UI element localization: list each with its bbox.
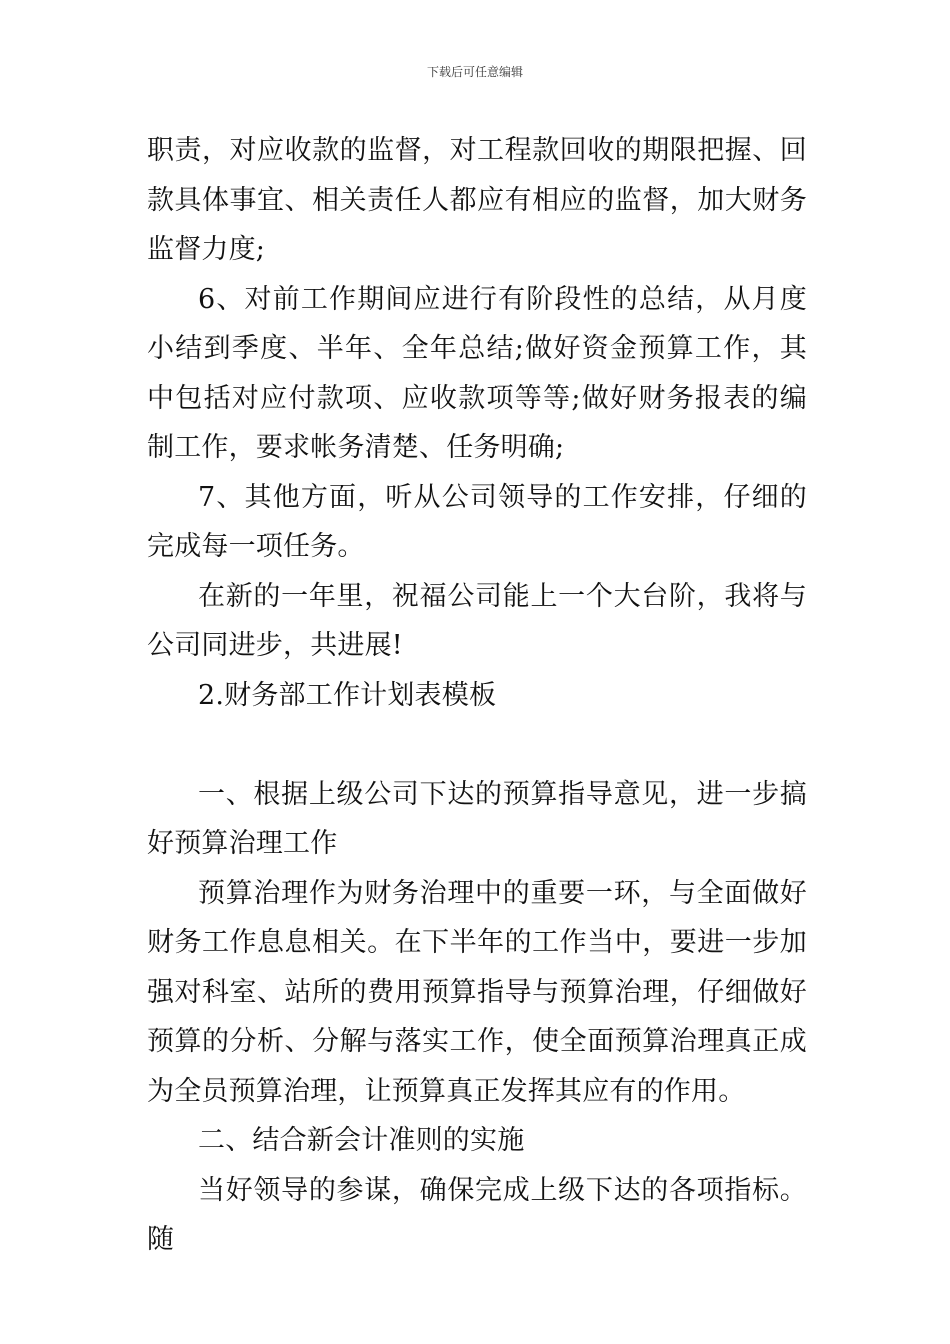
document-body — [147, 126, 807, 1265]
paragraph-item-7: 7、其他方面，听从公司领导的工作安排，仔细的完成每一项任务。 — [147, 481, 807, 562]
section-title: 2.财务部工作计划表模板 — [198, 679, 497, 711]
page-header-note: 下载后可任意编辑 — [426, 65, 523, 79]
heading-one: 一、根据上级公司下达的预算指导意见，进一步搞好预算治理工作 — [147, 778, 807, 859]
blank-line — [147, 720, 807, 770]
paragraph-item-6: 6、对前工作期间应进行有阶段性的总结，从月度小结到季度、半年、全年总结;做好资金预算工作，其中包括对应付款项、应收款项等等;做好财务报表的编制工作，要求帐务清楚、任务明确; — [147, 283, 807, 463]
paragraph-budget: 预算治理作为财务治理中的重要一环，与全面做好财务工作息息相关。在下半年的工作当中，要进一步加强对科室、站所的费用预算指导与预算治理，仔细做好预算的分析、分解与落实工作，使全面预算治理真正成为全员预算治理，让预算真正发挥其应有的作用。 — [147, 877, 807, 1107]
heading-two: 二、结合新会计准则的实施 — [198, 1125, 525, 1156]
paragraph-new-year-wish: 在新的一年里，祝福公司能上一个大台阶，我将与公司同进步，共进展! — [147, 580, 807, 661]
paragraph-staff-advisor: 当好领导的参谋，确保完成上级下达的各项指标。随 — [147, 1174, 807, 1255]
paragraph-continuation: 职责，对应收款的监督，对工程款回收的期限把握、回款具体事宜、相关责任人都应有相应的监督，加大财务监督力度; — [147, 135, 807, 265]
